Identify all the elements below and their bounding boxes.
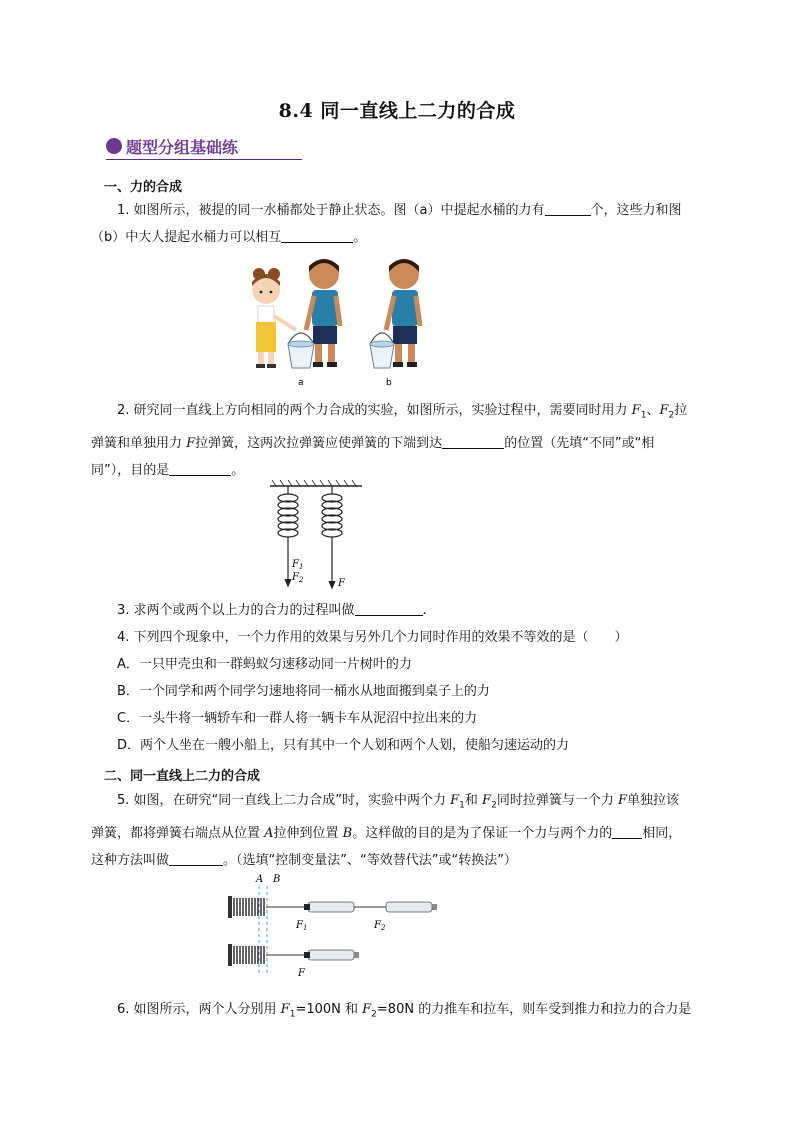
label-f: F: [338, 578, 345, 589]
figure-bucket-lifting: [232, 252, 432, 388]
answer-blank[interactable]: [442, 434, 504, 449]
option-c[interactable]: C．一头牛将一辆轿车和一群人将一辆卡车从泥沼中拉出来的力: [117, 711, 478, 726]
answer-blank[interactable]: [612, 824, 642, 839]
option-d[interactable]: D．两个人坐在一艘小船上，只有其中一个人划和两个人划，使船匀速运动的力: [117, 738, 570, 753]
section-heading-2: 二、同一直线上二力的合成: [104, 769, 261, 784]
question-4: [104, 624, 698, 759]
question-1: 1. 如图所示，被提的同一水桶都处于静止状态。图（a）中提起水桶的力有 个，这些力和图 （b）中大人提起水桶力可以相互 。: [91, 203, 682, 245]
label-a: A: [256, 874, 264, 885]
option-b[interactable]: B．一个同学和两个同学匀速地将同一桶水从地面搬到桌子上的力: [117, 684, 490, 699]
label-f1: $F_1$: [296, 920, 308, 932]
label-f: F: [298, 968, 305, 979]
section-banner: [106, 135, 302, 160]
page-title: 8.4 同一直线上二力的合成: [278, 100, 516, 122]
figure-spring-scales: [226, 868, 438, 984]
bottom-apparatus: [228, 944, 359, 979]
question-stem: 4. 下列四个现象中，一个力作用的效果与另外几个力同时作用的效果不等效的是（ ）: [117, 630, 628, 645]
figure-springs: [266, 480, 366, 592]
label-f1: $F_1$: [292, 559, 304, 571]
spring-left: [278, 486, 298, 586]
bullet-dot-icon: [106, 138, 122, 154]
boy-b-illustration: [370, 259, 420, 368]
label-f2: $F_2$: [292, 572, 304, 584]
answer-blank[interactable]: [169, 461, 231, 476]
question-5: 5. 如图，在研究“同一直线上二力合成”时，实验中两个力 $F_1$和 $F_2$同时拉弹簧与一个力 F单独拉该 弹簧，都将弹簧右端点从位置 A拉伸到位置 B。这样做的目的是为了保证一个力与两个力的 相同， 这种方法叫做 。（选填“控制变量法”、“等效替代法”或“转换法”）: [91, 793, 682, 868]
spring-right: [322, 486, 342, 588]
answer-blank[interactable]: [355, 601, 423, 616]
option-a[interactable]: A．一只甲壳虫和一群蚂蚁匀速移动同一片树叶的力: [117, 657, 412, 672]
figure-label-a: a: [298, 378, 304, 388]
answer-blank[interactable]: [545, 201, 591, 216]
section-heading-1: 一、力的合成: [104, 180, 183, 195]
answer-blank[interactable]: [281, 228, 353, 243]
question-3: 3. 求两个或两个以上力的合力的过程叫做 .: [117, 603, 427, 618]
boy-a-illustration: [288, 259, 340, 368]
question-6: 6. 如图所示，两个人分别用 $F_1=100N$ 和 $F_2=80N$ 的力推车和拉车，则车受到推力和拉力的合力是: [117, 1002, 692, 1020]
top-apparatus: [228, 896, 437, 932]
question-2: 2. 研究同一直线上方向相同的两个力合成的实验，如图所示，实验过程中，需要同时用力 $F_1$、$F_2$拉 弹簧和单独用力 F拉弹簧，这两次拉弹簧应使弹簧的下端到达 的位置（先填“不同”或“相 同”），目的是 。: [91, 403, 688, 478]
banner-text: 题型分组基础练: [126, 138, 239, 157]
figure-label-b: b: [386, 378, 392, 388]
label-f2: $F_2$: [374, 920, 386, 932]
answer-blank[interactable]: [169, 851, 223, 866]
label-b: B: [273, 874, 281, 885]
